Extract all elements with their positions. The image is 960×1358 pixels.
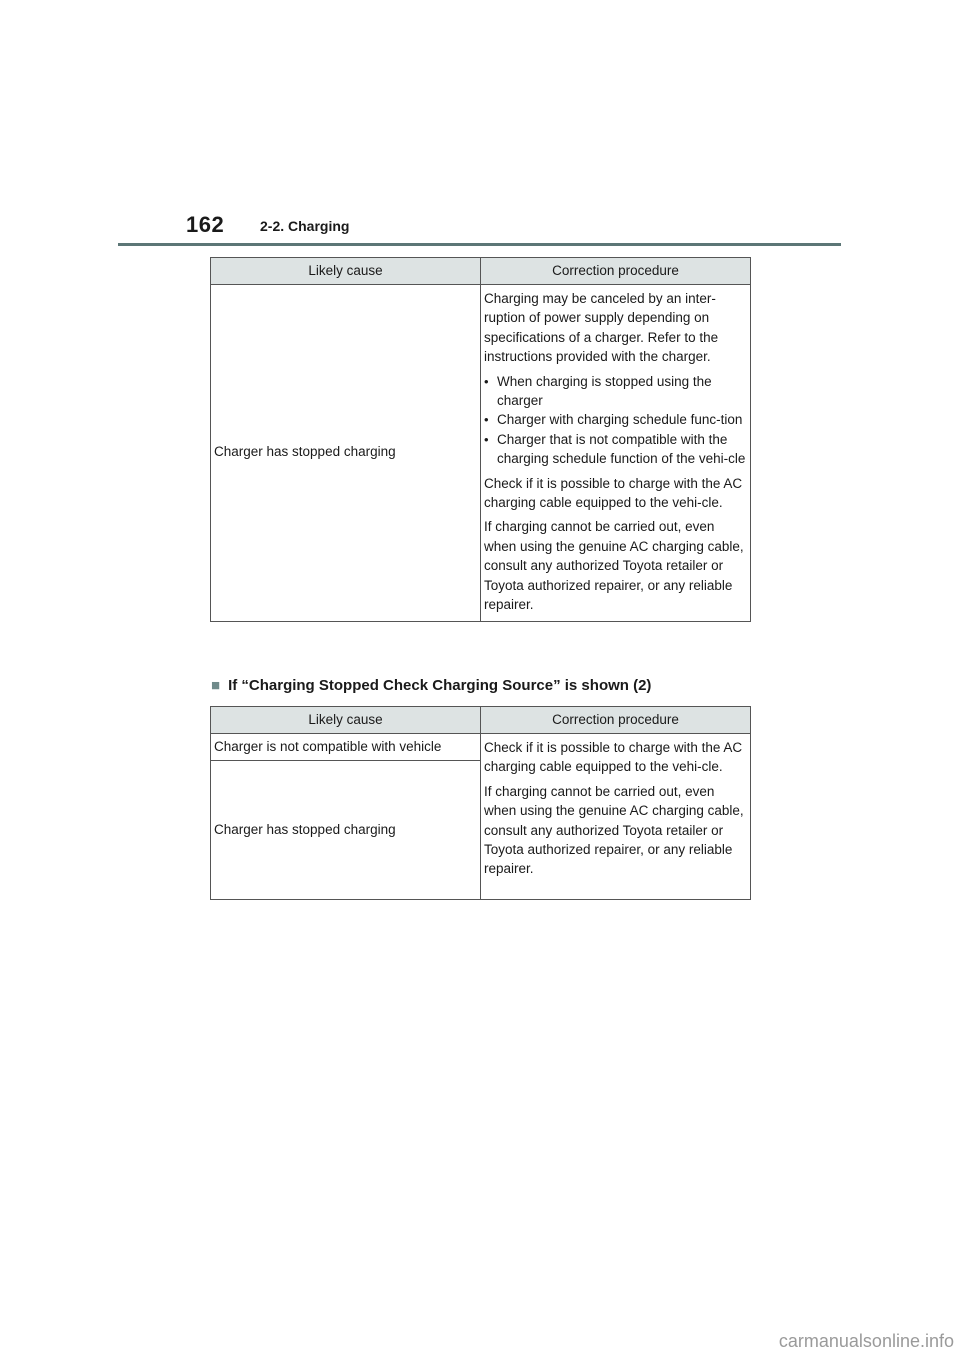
list-item xyxy=(484,410,746,429)
procedure-paragraph: If charging cannot be carried out, even when using the genuine AC charging cable, consult any authorized Toyota retailer or Toyota authorized repairer, or any reliable repairer. xyxy=(484,783,744,877)
list-item-text: Charger with charging schedule func-tion xyxy=(497,412,743,428)
procedure-cell xyxy=(481,285,751,622)
page-number: 162 xyxy=(186,212,225,237)
procedure-cell xyxy=(481,734,751,900)
list-item xyxy=(484,372,746,411)
bullet-icon: • xyxy=(484,373,489,389)
cause-cell: Charger has stopped charging xyxy=(211,285,481,622)
table-header-row xyxy=(211,258,751,285)
list-item-text: When charging is stopped using the charger xyxy=(497,373,712,409)
header-rule xyxy=(118,243,841,246)
troubleshooting-table-2 xyxy=(210,706,751,900)
list-item-text: Charger that is not compatible with the charging schedule function of the vehi-cle xyxy=(497,431,746,467)
bullet-icon: • xyxy=(484,412,489,428)
column-header-correction-procedure: Correction procedure xyxy=(481,258,751,285)
section-heading-text: If “Charging Stopped Check Charging Source” is shown (2) xyxy=(228,677,652,694)
column-header-likely-cause: Likely cause xyxy=(211,258,481,285)
bullet-list xyxy=(484,372,746,469)
list-item xyxy=(484,430,746,469)
section-label: 2-2. Charging xyxy=(260,218,350,234)
column-header-correction-procedure: Correction procedure xyxy=(481,707,751,734)
troubleshooting-table-1 xyxy=(210,257,751,622)
procedure-paragraph: Check if it is possible to charge with the AC charging cable equipped to the vehi-cle. xyxy=(484,740,743,775)
watermark: carmanualsonline.info xyxy=(778,1331,954,1351)
procedure-intro: Charging may be canceled by an inter-ruption of power supply depending on specifications of a charger. Refer to the instructions provided with the charger. xyxy=(484,291,719,365)
table-row xyxy=(211,734,751,761)
section-heading xyxy=(211,677,651,694)
square-bullet-icon: ■ xyxy=(211,677,221,694)
table-header-row xyxy=(211,707,751,734)
procedure-paragraph: If charging cannot be carried out, even when using the genuine AC charging cable, consult any authorized Toyota retailer or Toyota authorized repairer, or any reliable repairer. xyxy=(484,519,744,613)
column-header-likely-cause: Likely cause xyxy=(211,707,481,734)
table-row xyxy=(211,285,751,622)
cause-cell: Charger is not compatible with vehicle xyxy=(211,734,481,761)
procedure-paragraph: Check if it is possible to charge with the AC charging cable equipped to the vehi-cle. xyxy=(484,475,743,511)
cause-cell: Charger has stopped charging xyxy=(211,761,481,900)
bullet-icon: • xyxy=(484,431,489,447)
